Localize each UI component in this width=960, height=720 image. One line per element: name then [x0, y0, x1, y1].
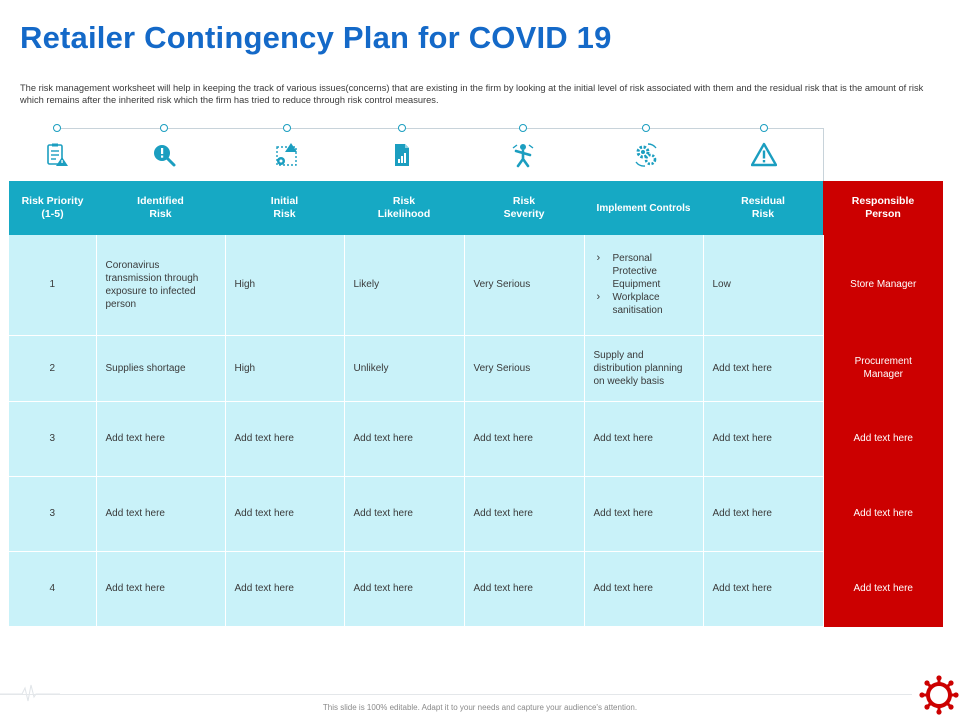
identified-risk-cell: Add text here — [96, 476, 225, 551]
likelihood-cell: Unlikely — [344, 335, 464, 401]
initial-risk-cell: High — [225, 235, 344, 335]
severity-cell: Very Serious — [464, 235, 584, 335]
strip-dot — [519, 124, 527, 132]
residual-risk-cell: Add text here — [703, 335, 823, 401]
controls-cell: Add text here — [584, 401, 703, 476]
search-alert-icon — [151, 142, 177, 168]
header-identified-risk: Identified Risk — [96, 181, 225, 235]
warning-triangle-icon — [751, 142, 777, 168]
initial-risk-cell: Add text here — [225, 476, 344, 551]
responsible-person-cell: Store Manager — [823, 235, 943, 335]
responsible-person-cell: Procurement Manager — [823, 335, 943, 401]
person-risk-icon — [510, 142, 536, 168]
strip-dot — [283, 124, 291, 132]
header-responsible-person: Responsible Person — [823, 181, 943, 235]
risk-shapes-icon — [274, 142, 300, 168]
identified-risk-cell: Add text here — [96, 551, 225, 626]
residual-risk-cell: Low — [703, 235, 823, 335]
footer-note: This slide is 100% editable. Adapt it to your needs and capture your audience's attention. — [322, 703, 638, 712]
table-row — [9, 551, 943, 626]
residual-risk-cell: Add text here — [703, 551, 823, 626]
table-header-row — [9, 181, 943, 235]
strip-item-3 — [267, 124, 307, 168]
strip-dot — [642, 124, 650, 132]
severity-cell: Add text here — [464, 551, 584, 626]
slide-title: Retailer Contingency Plan for COVID 19 — [20, 20, 612, 55]
severity-cell: Very Serious — [464, 335, 584, 401]
identified-risk-cell: Supplies shortage — [96, 335, 225, 401]
gears-icon — [633, 142, 659, 168]
likelihood-cell: Likely — [344, 235, 464, 335]
strip-item-1 — [37, 124, 77, 168]
priority-cell: 3 — [9, 476, 96, 551]
strip-dot — [53, 124, 61, 132]
priority-cell: 4 — [9, 551, 96, 626]
table-row — [9, 401, 943, 476]
controls-list — [594, 252, 694, 317]
strip-item-4 — [382, 124, 422, 168]
controls-cell — [584, 235, 703, 335]
table-row — [9, 235, 943, 335]
severity-cell: Add text here — [464, 476, 584, 551]
initial-risk-cell: Add text here — [225, 401, 344, 476]
table-row — [9, 476, 943, 551]
risk-table — [9, 181, 943, 627]
identified-risk-cell: Coronavirus transmission through exposure to infected person — [96, 235, 225, 335]
responsible-person-cell: Add text here — [823, 401, 943, 476]
strip-item-6 — [626, 124, 666, 168]
responsible-person-cell: Add text here — [823, 476, 943, 551]
strip-item-5 — [503, 124, 543, 168]
initial-risk-cell: Add text here — [225, 551, 344, 626]
strip-item-2 — [144, 124, 184, 168]
intro-paragraph: The risk management worksheet will help in keeping the track of various issues(concerns) that are existing in the firm by looking at the initial level of risk associated with them and the residual risk that is the amount of risk which remains after the inherited risk which the firm has tried to reduce through risk control measures. — [20, 83, 924, 105]
priority-cell: 3 — [9, 401, 96, 476]
header-risk-likelihood: Risk Likelihood — [344, 181, 464, 235]
priority-cell: 2 — [9, 335, 96, 401]
controls-cell: Add text here — [584, 551, 703, 626]
severity-cell: Add text here — [464, 401, 584, 476]
header-implement-controls: Implement Controls — [584, 181, 703, 235]
initial-risk-cell: High — [225, 335, 344, 401]
responsible-person-cell: Add text here — [823, 551, 943, 626]
table-row — [9, 335, 943, 401]
header-risk-priority: Risk Priority (1-5) — [9, 181, 96, 235]
strip-dot — [160, 124, 168, 132]
priority-cell: 1 — [9, 235, 96, 335]
header-initial-risk: Initial Risk — [225, 181, 344, 235]
likelihood-cell: Add text here — [344, 401, 464, 476]
strip-dot — [398, 124, 406, 132]
strip-item-7 — [744, 124, 784, 168]
strip-connector-end — [823, 128, 824, 182]
residual-risk-cell: Add text here — [703, 476, 823, 551]
controls-list-item: › Workplace sanitisation — [594, 291, 694, 317]
footer-divider — [0, 694, 912, 695]
likelihood-cell: Add text here — [344, 551, 464, 626]
clipboard-warning-icon — [44, 142, 70, 168]
controls-list-item: › Personal Protective Equipment — [594, 252, 694, 291]
header-residual-risk: Residual Risk — [703, 181, 823, 235]
header-risk-severity: Risk Severity — [464, 181, 584, 235]
residual-risk-cell: Add text here — [703, 401, 823, 476]
virus-icon — [918, 674, 960, 716]
likelihood-cell: Add text here — [344, 476, 464, 551]
document-chart-icon — [389, 142, 415, 168]
controls-cell: Supply and distribution planning on weekly basis — [584, 335, 703, 401]
strip-dot — [760, 124, 768, 132]
icon-strip — [0, 120, 960, 182]
controls-cell: Add text here — [584, 476, 703, 551]
identified-risk-cell: Add text here — [96, 401, 225, 476]
